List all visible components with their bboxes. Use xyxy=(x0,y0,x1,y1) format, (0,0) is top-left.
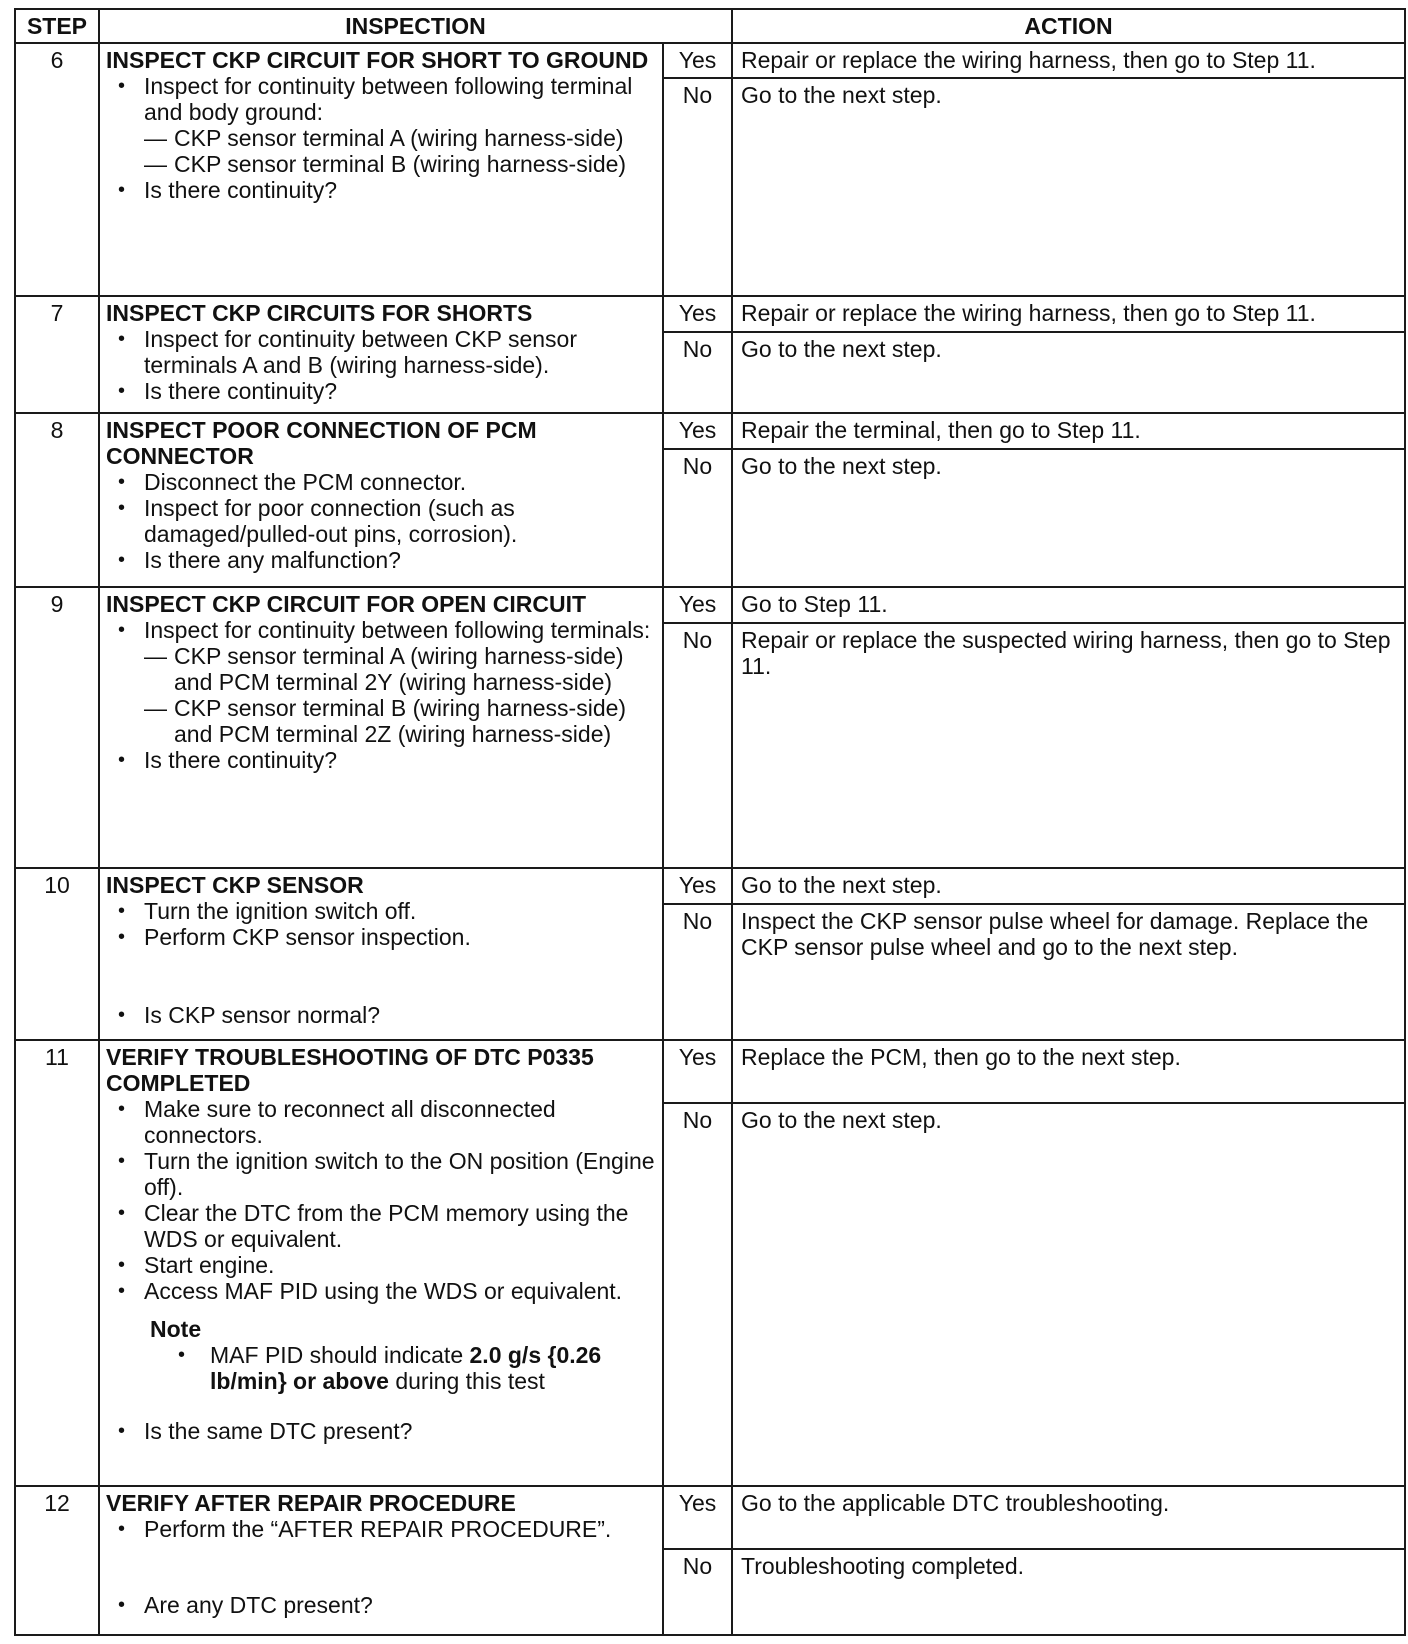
note-title: Note xyxy=(150,1315,202,1342)
yes-label: Yes xyxy=(663,296,732,332)
list-item: • Perform CKP sensor inspection. xyxy=(118,924,471,951)
step-number: 7 xyxy=(15,296,99,413)
list-item: • Turn the ignition switch to the ON position (Engine off). xyxy=(118,1147,655,1200)
inspection-cell xyxy=(99,296,663,413)
inspection-list xyxy=(106,469,658,573)
step-row-9 xyxy=(15,587,1405,623)
no-label: No xyxy=(663,1549,732,1635)
yes-action: Go to the next step. xyxy=(732,868,1405,904)
step-number: 9 xyxy=(15,587,99,868)
note-spec-value: 2.0 g/s {0.26 lb/min} or above xyxy=(210,1341,602,1394)
no-action: Go to the next step. xyxy=(732,449,1405,587)
no-action: Troubleshooting completed. xyxy=(732,1549,1405,1635)
question-item: • Is CKP sensor normal? xyxy=(118,1002,381,1029)
step-number: 11 xyxy=(15,1040,99,1486)
sub-list xyxy=(144,125,658,177)
question-item: • Is there any malfunction? xyxy=(118,547,401,574)
list-item: • Disconnect the PCM connector. xyxy=(118,469,467,496)
sub-item: — CKP sensor terminal B (wiring harness-side) and PCM terminal 2Z (wiring harness-side) xyxy=(144,695,627,748)
step-row-6 xyxy=(15,43,1405,79)
no-label: No xyxy=(663,1103,732,1486)
action-header: ACTION xyxy=(732,9,1405,43)
sub-list xyxy=(144,643,658,747)
step-title: INSPECT CKP CIRCUITS FOR SHORTS xyxy=(106,300,533,327)
list-item: • Inspect for poor connection (such as damaged/pulled-out pins, corrosion). xyxy=(118,495,518,548)
question-item: • Is there continuity? xyxy=(118,747,338,774)
yes-action: Go to the applicable DTC troubleshooting. xyxy=(732,1486,1405,1549)
inspection-list xyxy=(106,1418,658,1444)
yes-action: Repair or replace the wiring harness, then go to Step 11. xyxy=(732,296,1405,332)
list-item: • Inspect for continuity between CKP sensor terminals A and B (wiring harness-side). xyxy=(118,326,577,379)
yes-action: Replace the PCM, then go to the next step. xyxy=(732,1040,1405,1103)
inspection-list xyxy=(106,898,658,1028)
step-number: 6 xyxy=(15,43,99,297)
step-title: INSPECT CKP CIRCUIT FOR SHORT TO GROUND xyxy=(106,46,649,73)
no-label: No xyxy=(663,904,732,1040)
no-action: Go to the next step. xyxy=(732,332,1405,414)
yes-action: Go to Step 11. xyxy=(732,587,1405,623)
yes-action: Repair the terminal, then go to Step 11. xyxy=(732,413,1405,449)
step-row-10 xyxy=(15,868,1405,904)
step-title: INSPECT CKP SENSOR xyxy=(106,872,364,899)
note-block xyxy=(106,1316,658,1394)
yes-label: Yes xyxy=(663,1040,732,1103)
step-number: 12 xyxy=(15,1486,99,1635)
list-item: • Inspect for continuity between following terminal and body ground: — CKP sensor terminal A (wiring harness-side) — CKP sensor terminal B (wiring harness-side) xyxy=(106,73,658,177)
inspection-list xyxy=(106,617,658,773)
list-item: • Make sure to reconnect all disconnected connectors. xyxy=(118,1095,556,1148)
list-item: • Perform the “AFTER REPAIR PROCEDURE”. xyxy=(118,1516,612,1543)
step-title: INSPECT CKP CIRCUIT FOR OPEN CIRCUIT xyxy=(106,591,587,618)
step-row-8 xyxy=(15,413,1405,449)
question-item: • Is the same DTC present? xyxy=(118,1417,413,1444)
procedure-sheet xyxy=(14,8,1406,1636)
yes-label: Yes xyxy=(663,868,732,904)
no-action: Go to the next step. xyxy=(732,1103,1405,1486)
inspection-cell xyxy=(99,43,663,297)
list-item: • Start engine. xyxy=(118,1251,275,1278)
yes-action: Repair or replace the wiring harness, then go to Step 11. xyxy=(732,43,1405,79)
no-label: No xyxy=(663,623,732,868)
header-row xyxy=(15,9,1405,43)
inspection-list xyxy=(106,1096,658,1304)
inspection-cell xyxy=(99,1486,663,1635)
step-row-7 xyxy=(15,296,1405,332)
yes-label: Yes xyxy=(663,1486,732,1549)
inspection-list xyxy=(106,326,658,404)
no-label: No xyxy=(663,332,732,414)
list-item: • Access MAF PID using the WDS or equivalent. xyxy=(118,1277,623,1304)
list-item: • Clear the DTC from the PCM memory using the WDS or equivalent. xyxy=(118,1199,629,1252)
inspection-cell xyxy=(99,413,663,587)
step-title: VERIFY AFTER REPAIR PROCEDURE xyxy=(106,1490,516,1517)
question-item: • Is there continuity? xyxy=(118,378,338,405)
step-header: STEP xyxy=(15,9,99,43)
inspection-cell xyxy=(99,868,663,1040)
no-action: Go to the next step. xyxy=(732,78,1405,296)
step-number: 8 xyxy=(15,413,99,587)
step-number: 10 xyxy=(15,868,99,1040)
inspection-cell xyxy=(99,587,663,868)
yes-label: Yes xyxy=(663,587,732,623)
step-row-12 xyxy=(15,1486,1405,1549)
inspection-list xyxy=(106,73,658,203)
sub-item: — CKP sensor terminal A (wiring harness-side) and PCM terminal 2Y (wiring harness-side) xyxy=(144,643,624,696)
inspection-list xyxy=(106,1516,658,1618)
inspection-header: INSPECTION xyxy=(99,9,732,43)
step-row-11 xyxy=(15,1040,1405,1103)
no-label: No xyxy=(663,78,732,296)
list-item: • Turn the ignition switch off. xyxy=(118,898,417,925)
question-item: • Is there continuity? xyxy=(118,176,338,203)
step-title: VERIFY TROUBLESHOOTING OF DTC P0335 COMPLETED xyxy=(106,1043,594,1096)
note-item: • MAF PID should indicate 2.0 g/s {0.26 lb/min} or above during this test xyxy=(178,1341,602,1394)
yes-label: Yes xyxy=(663,43,732,79)
list-item: • Inspect for continuity between following terminals: — CKP sensor terminal A (wiring harness-side) and PCM terminal 2Y (wiring harness-side) — CKP sensor terminal B (wiring harness-side) and PCM terminal 2Z (wiring harness-side) xyxy=(106,617,658,747)
no-action: Repair or replace the suspected wiring harness, then go to Step 11. xyxy=(732,623,1405,868)
sub-item: — CKP sensor terminal B (wiring harness-side) xyxy=(144,150,627,177)
step-title: INSPECT POOR CONNECTION OF PCM CONNECTOR xyxy=(106,417,537,470)
sub-item: — CKP sensor terminal A (wiring harness-side) xyxy=(144,124,624,151)
question-item: • Are any DTC present? xyxy=(118,1592,373,1619)
no-label: No xyxy=(663,449,732,587)
inspection-cell xyxy=(99,1040,663,1486)
no-action: Inspect the CKP sensor pulse wheel for damage. Replace the CKP sensor pulse wheel and go to the next step. xyxy=(732,904,1405,1040)
troubleshooting-table xyxy=(14,8,1406,1636)
yes-label: Yes xyxy=(663,413,732,449)
